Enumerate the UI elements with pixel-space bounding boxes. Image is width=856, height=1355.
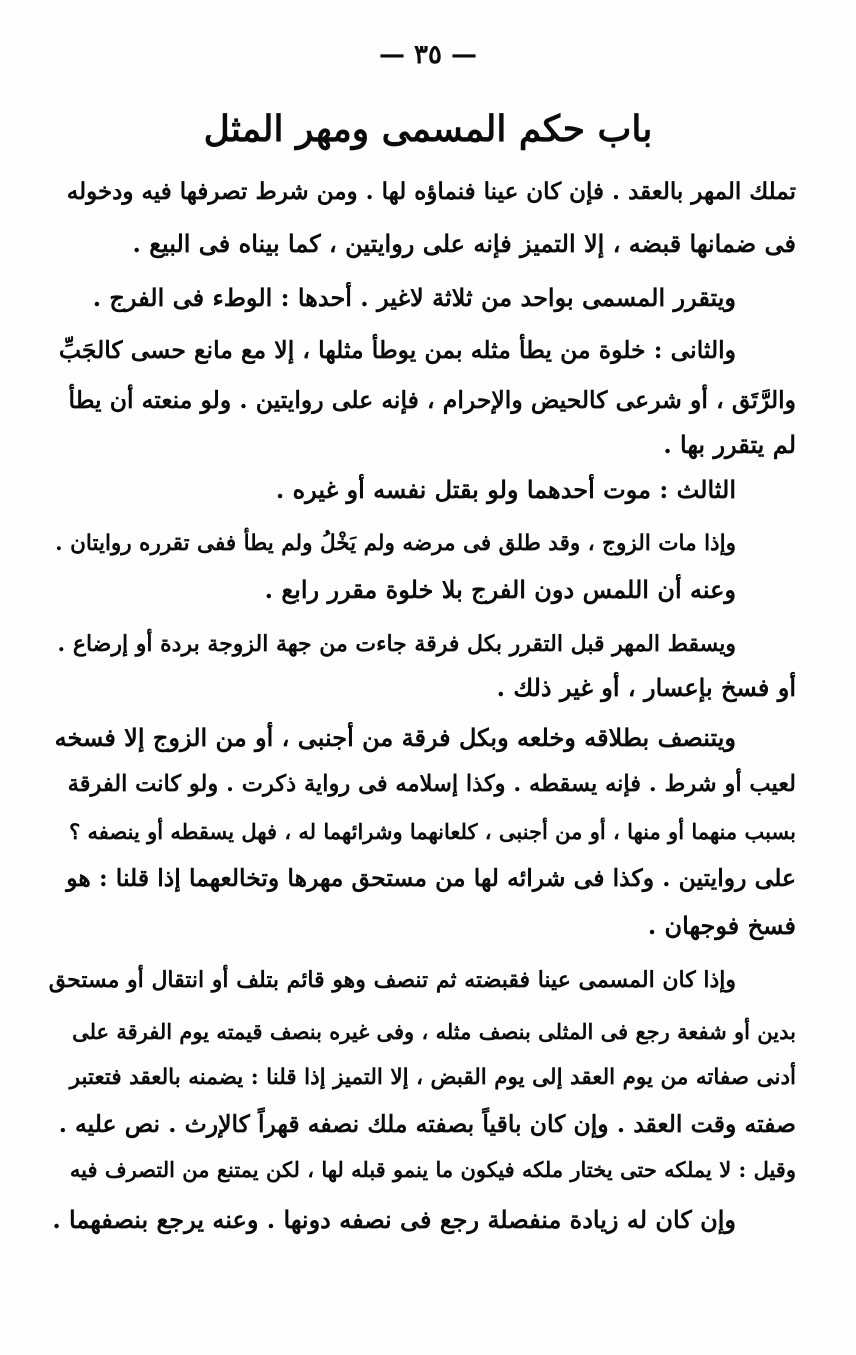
text-line: بسبب منهما أو منها ، أو من أجنبى ، كلعانهما وشرائهما له ، فهل يسقطه أو ينصفه ؟ — [69, 819, 796, 844]
text-line: ويسقط المهر قبل التقرر بكل فرقة جاءت من جهة الزوجة بردة أو إرضاع . — [57, 631, 736, 657]
text-line: صفته وقت العقد . وإن كان باقياً بصفته ملك نصفه قهراً كالإرث . نص عليه . — [58, 1110, 796, 1138]
text-line: وعنه أن اللمس دون الفرج بلا خلوة مقرر رابع . — [264, 575, 736, 604]
text-line: وإذا مات الزوج ، وقد طلق فى مرضه ولم يَخْلُ ولم يطأ ففى تقرره روايتان . — [55, 531, 736, 556]
text-line: وقيل : لا يملكه حتى يختار ملكه فيكون ما ينمو قبله لها ، لكن يمتنع من التصرف فيه — [69, 1157, 796, 1182]
text-line: والرَّتَق ، أو شرعى كالحيض والإحرام ، فإنه على روايتين . ولو منعته أن يطأ — [68, 386, 796, 414]
text-line: لعيب أو شرط . فإنه يسقطه . وكذا إسلامه فى رواية ذكرت . ولو كانت الفرقة — [67, 771, 796, 797]
text-line: وإن كان له زيادة منفصلة رجع فى نصفه دونها . وعنه يرجع بنصفهما . — [52, 1205, 736, 1234]
text-line: والثانى : خلوة من يطأ مثله بمن يوطأ مثلها ، إلا مع مانع حسى كالجَبِّ — [58, 336, 736, 364]
text-line: تملك المهر بالعقد . فإن كان عينا فنماؤه لها . ومن شرط تصرفها فيه ودخوله — [66, 178, 796, 205]
text-line: فى ضمانها قبضه ، إلا التميز فإنه على روايتين ، كما بيناه فى البيع . — [132, 229, 796, 258]
text-line: على روايتين . وكذا فى شرائه لها من مستحق مهرها وتخالعهما إذا قلنا : هو — [66, 864, 796, 892]
text-line: ويتقرر المسمى بواحد من ثلاثة لاغير . أحدها : الوطء فى الفرج . — [92, 283, 736, 312]
text-line: بدين أو شفعة رجع فى المثلى بنصف مثله ، وفى غيره بنصف قيمته يوم الفرقة على — [72, 1019, 796, 1044]
text-line: أو فسخ بإعسار ، أو غير ذلك . — [496, 673, 796, 702]
text-line: أدنى صفاته من يوم العقد إلى يوم القبض ، إلا التميز إذا قلنا : يضمنه بالعقد فتعتبر — [69, 1065, 796, 1090]
text-line: وإذا كان المسمى عينا فقبضته ثم تنصف وهو قائم بتلف أو انتقال أو مستحق — [48, 967, 736, 993]
chapter-title: باب حكم المسمى ومهر المثل — [203, 108, 653, 150]
text-line: ويتنصف بطلاقه وخلعه وبكل فرقة من أجنبى ، أو من الزوج إلا فسخه — [54, 723, 736, 752]
text-line: فسخ فوجهان . — [647, 911, 796, 940]
page-number: — ٣٥ — — [378, 40, 478, 70]
text-line: لم يتقرر بها . — [663, 430, 796, 459]
text-line: الثالث : موت أحدهما ولو بقتل نفسه أو غيره . — [275, 475, 736, 504]
